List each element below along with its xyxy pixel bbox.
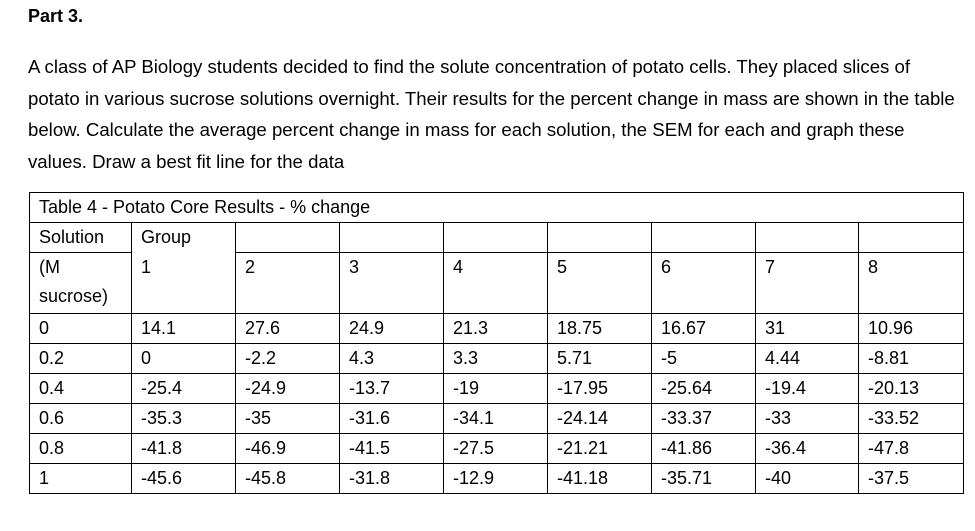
table-row bbox=[30, 344, 964, 374]
group-number-cell: 3 bbox=[340, 253, 444, 314]
group-number-cell: 4 bbox=[444, 253, 548, 314]
value-cell: 0 bbox=[132, 344, 236, 374]
value-cell: -41.8 bbox=[132, 434, 236, 464]
value-cell: 10.96 bbox=[859, 314, 964, 344]
value-cell: 3.3 bbox=[444, 344, 548, 374]
value-cell: -17.95 bbox=[548, 374, 652, 404]
value-cell: 24.9 bbox=[340, 314, 444, 344]
value-cell: -33.37 bbox=[652, 404, 756, 434]
group-number-cell: 8 bbox=[859, 253, 964, 314]
solution-cell: 0.6 bbox=[30, 404, 132, 434]
value-cell: -41.5 bbox=[340, 434, 444, 464]
value-cell: -34.1 bbox=[444, 404, 548, 434]
value-cell: 14.1 bbox=[132, 314, 236, 344]
value-cell: -33.52 bbox=[859, 404, 964, 434]
header-blank-cell bbox=[548, 223, 652, 253]
value-cell: -24.14 bbox=[548, 404, 652, 434]
header-blank-cell bbox=[236, 223, 340, 253]
value-cell: 18.75 bbox=[548, 314, 652, 344]
group-number-cell: 7 bbox=[756, 253, 859, 314]
value-cell: -36.4 bbox=[756, 434, 859, 464]
solution-cell: 0.4 bbox=[30, 374, 132, 404]
value-cell: -40 bbox=[756, 464, 859, 494]
group-number-cell: 2 bbox=[236, 253, 340, 314]
header-blank-cell bbox=[859, 223, 964, 253]
solution-cell: 1 bbox=[30, 464, 132, 494]
value-cell: -27.5 bbox=[444, 434, 548, 464]
value-cell: -35 bbox=[236, 404, 340, 434]
value-cell: -35.71 bbox=[652, 464, 756, 494]
header-blank-cell bbox=[756, 223, 859, 253]
value-cell: -13.7 bbox=[340, 374, 444, 404]
value-cell: -19 bbox=[444, 374, 548, 404]
group-number-cell: 6 bbox=[652, 253, 756, 314]
intro-paragraph: A class of AP Biology students decided to find the solute concentration of potato cells. They placed slices of potato in various sucrose solutions overnight. Their results for the percent change in mass are shown in the table below. Calculate the average percent change in mass for each solution, the SEM for each and graph these values. Draw a best fit line for the data bbox=[28, 56, 955, 172]
header-blank-cell bbox=[652, 223, 756, 253]
group-number-row bbox=[30, 253, 964, 314]
table-row bbox=[30, 404, 964, 434]
units-header-line2: sucrose) bbox=[39, 286, 109, 306]
solution-cell: 0.8 bbox=[30, 434, 132, 464]
units-header-line1: (M bbox=[39, 257, 60, 277]
potato-results-table bbox=[29, 192, 964, 494]
caption-row bbox=[30, 193, 964, 223]
value-cell: 16.67 bbox=[652, 314, 756, 344]
value-cell: -45.6 bbox=[132, 464, 236, 494]
value-cell: -20.13 bbox=[859, 374, 964, 404]
value-cell: 21.3 bbox=[444, 314, 548, 344]
table-row bbox=[30, 314, 964, 344]
table-caption: Table 4 - Potato Core Results - % change bbox=[30, 193, 964, 223]
value-cell: 4.44 bbox=[756, 344, 859, 374]
value-cell: -35.3 bbox=[132, 404, 236, 434]
solution-cell: 0.2 bbox=[30, 344, 132, 374]
value-cell: -24.9 bbox=[236, 374, 340, 404]
value-cell: -45.8 bbox=[236, 464, 340, 494]
value-cell: -41.86 bbox=[652, 434, 756, 464]
table-row bbox=[30, 374, 964, 404]
value-cell: -19.4 bbox=[756, 374, 859, 404]
value-cell: 27.6 bbox=[236, 314, 340, 344]
table-row bbox=[30, 434, 964, 464]
header-blank-cell bbox=[340, 223, 444, 253]
solution-header: Solution bbox=[30, 223, 132, 253]
value-cell: -33 bbox=[756, 404, 859, 434]
value-cell: -41.18 bbox=[548, 464, 652, 494]
value-cell: 5.71 bbox=[548, 344, 652, 374]
value-cell: -2.2 bbox=[236, 344, 340, 374]
header-row bbox=[30, 223, 964, 253]
value-cell: 31 bbox=[756, 314, 859, 344]
group-header: Group bbox=[132, 223, 236, 253]
table-row bbox=[30, 464, 964, 494]
value-cell: -25.64 bbox=[652, 374, 756, 404]
units-header bbox=[30, 253, 132, 314]
part-title: Part 3. bbox=[28, 6, 84, 26]
value-cell: -37.5 bbox=[859, 464, 964, 494]
header-blank-cell bbox=[444, 223, 548, 253]
value-cell: -25.4 bbox=[132, 374, 236, 404]
value-cell: -8.81 bbox=[859, 344, 964, 374]
value-cell: -21.21 bbox=[548, 434, 652, 464]
value-cell: -47.8 bbox=[859, 434, 964, 464]
group-number-cell: 5 bbox=[548, 253, 652, 314]
value-cell: -46.9 bbox=[236, 434, 340, 464]
value-cell: -12.9 bbox=[444, 464, 548, 494]
value-cell: -31.8 bbox=[340, 464, 444, 494]
solution-cell: 0 bbox=[30, 314, 132, 344]
group-number-cell: 1 bbox=[132, 253, 236, 314]
value-cell: -31.6 bbox=[340, 404, 444, 434]
value-cell: -5 bbox=[652, 344, 756, 374]
value-cell: 4.3 bbox=[340, 344, 444, 374]
